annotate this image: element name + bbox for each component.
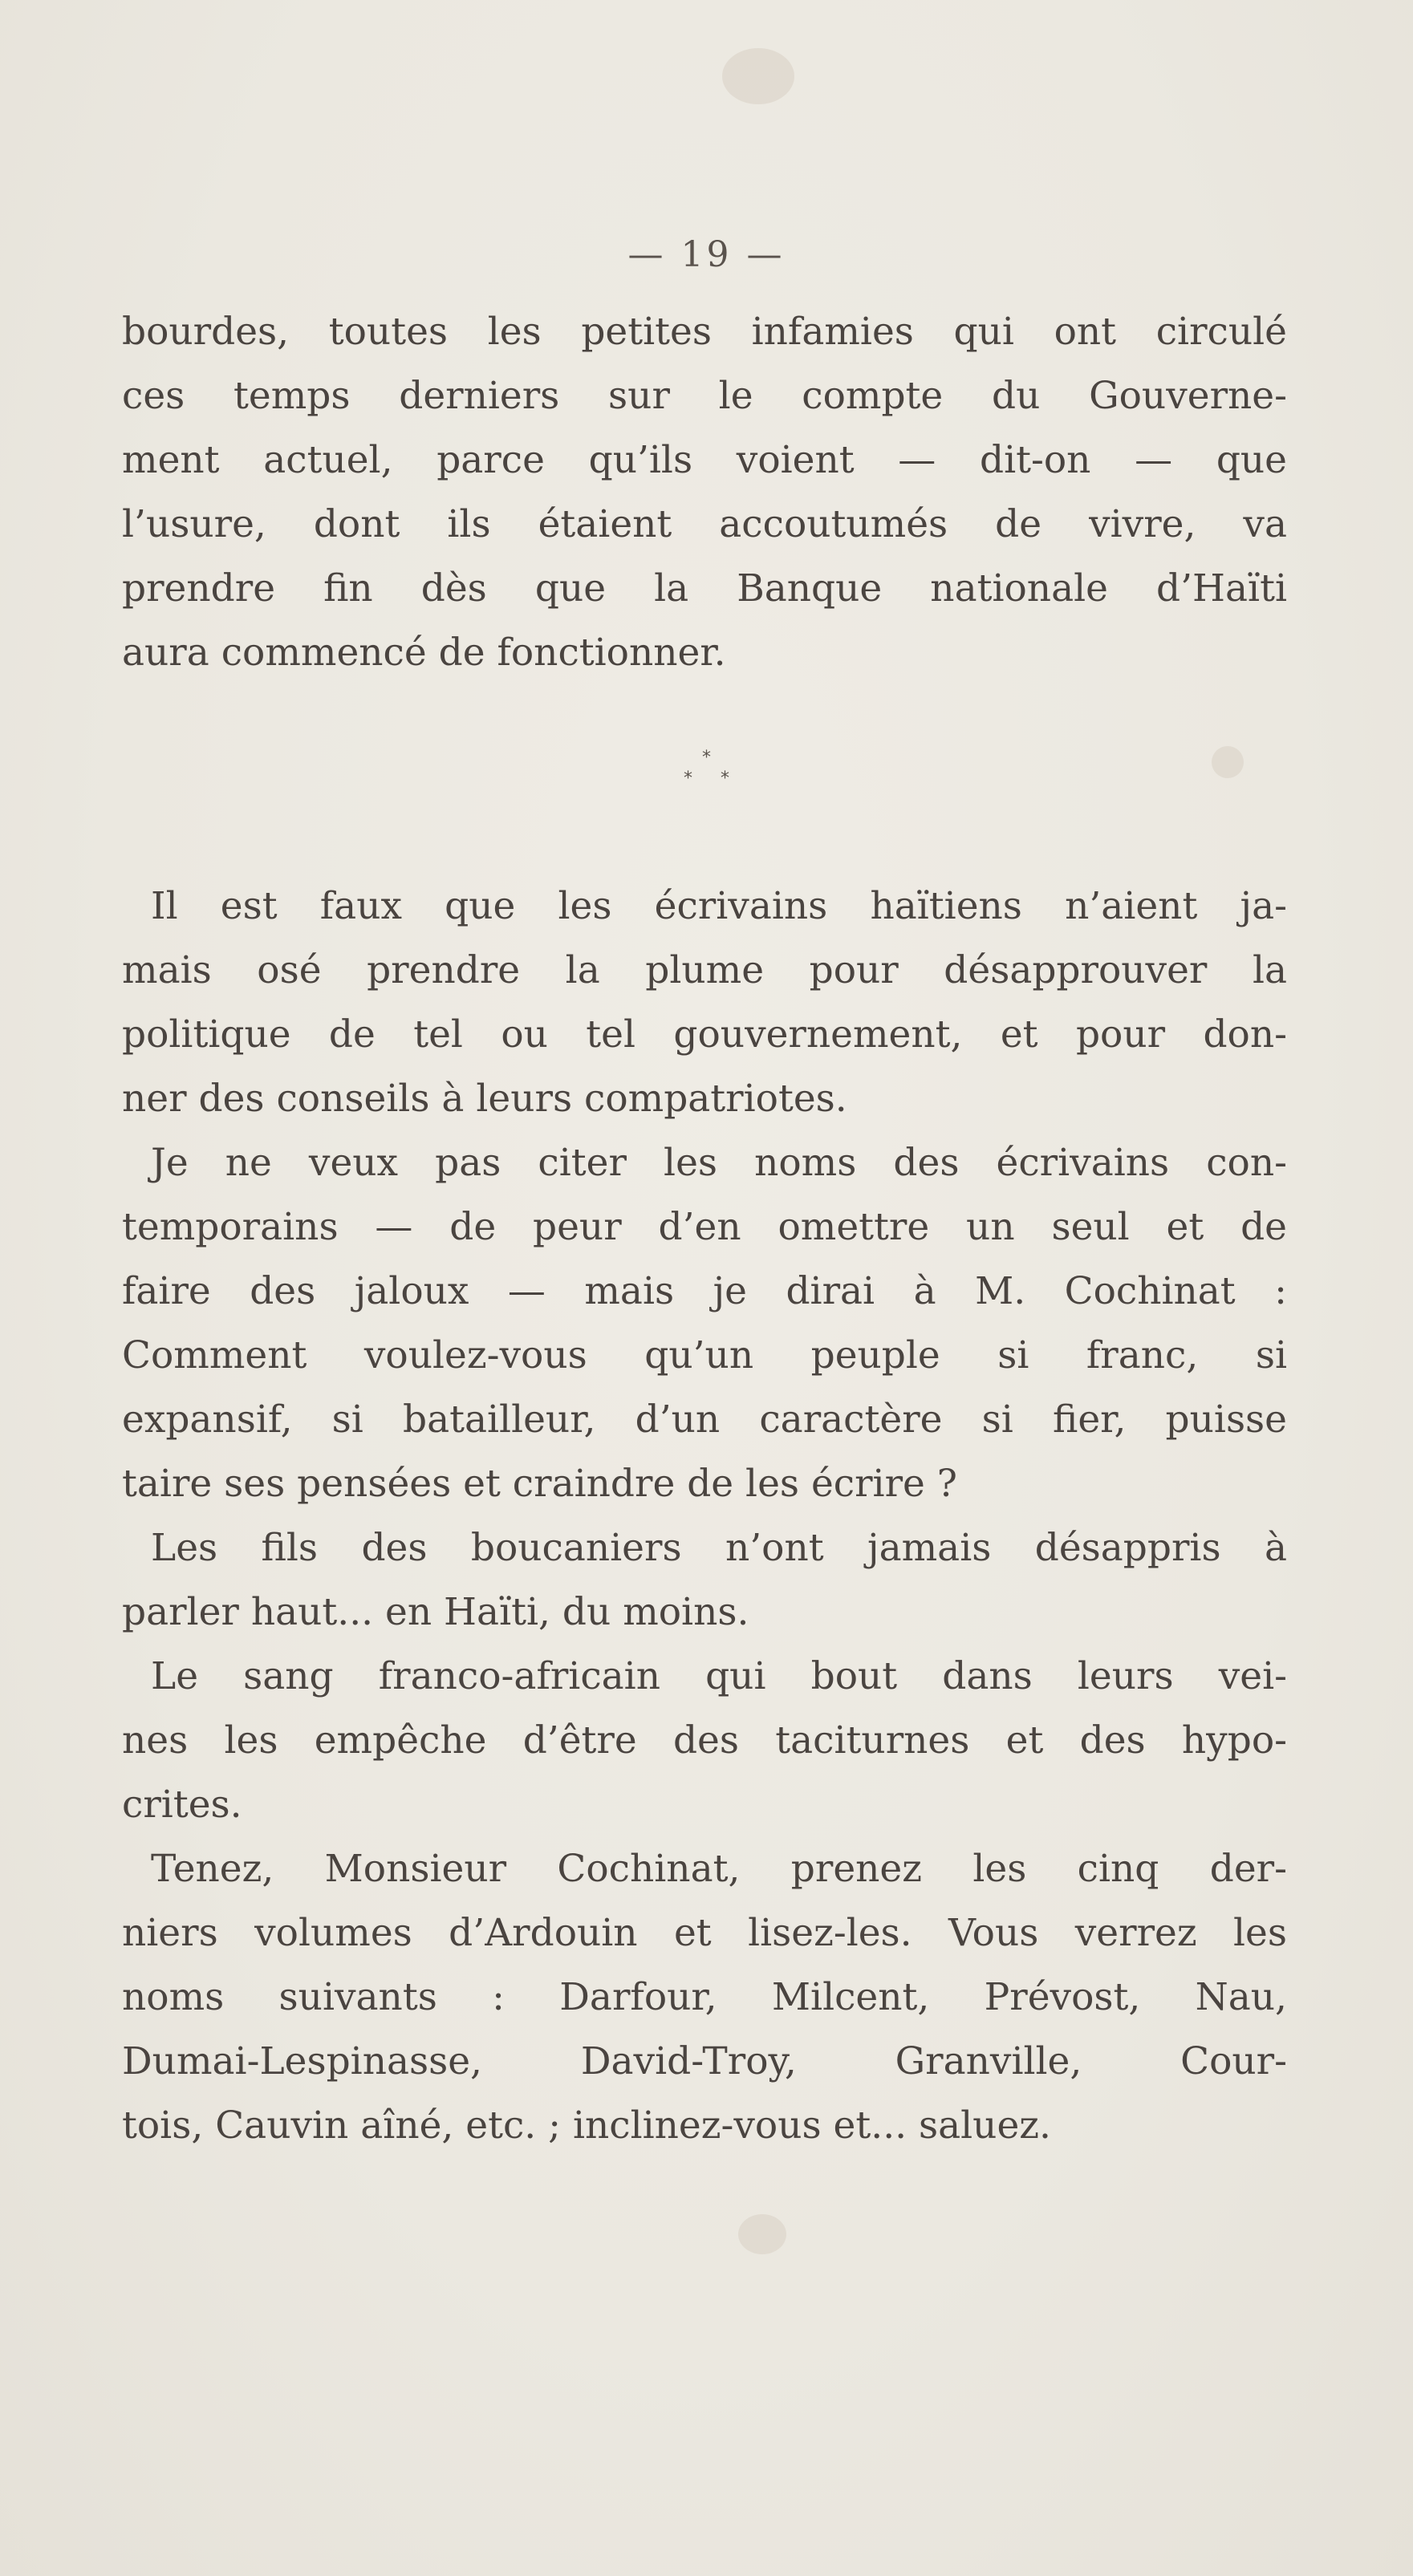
text-line: Tenez, Monsieur Cochinat, prenez les cinq der- <box>151 1847 1287 1891</box>
section-break-asterism <box>0 748 1413 789</box>
text-line: prendre fin dès que la Banque nationale d’Haïti <box>122 566 1287 611</box>
text-line: nes les empêche d’être des taciturnes et des hypo- <box>122 1718 1287 1763</box>
text-line: Comment voulez-vous qu’un peuple si franc, si <box>122 1333 1287 1377</box>
text-line: temporains — de peur d’en omettre un seul et de <box>122 1205 1287 1249</box>
text-line: aura commencé de fonctionner. <box>122 631 726 675</box>
paragraph <box>122 1645 1287 1837</box>
text-line: Les fils des boucaniers n’ont jamais désappris à <box>151 1526 1287 1570</box>
text-line: expansif, si batailleur, d’un caractère si fier, puisse <box>122 1398 1287 1442</box>
text-line: taire ses pensées et craindre de les écrire ? <box>122 1462 957 1506</box>
text-line: bourdes, toutes les petites infamies qui ont circulé <box>122 310 1287 354</box>
text-line: tois, Cauvin aîné, etc. ; inclinez-vous et... saluez. <box>122 2103 1051 2148</box>
text-line: Il est faux que les écrivains haïtiens n’aient ja- <box>151 884 1287 928</box>
paragraph <box>122 874 1287 1131</box>
text-line: ces temps derniers sur le compte du Gouverne- <box>122 374 1287 418</box>
text-line: Le sang franco-africain qui bout dans leurs vei- <box>151 1654 1287 1698</box>
paper-stain <box>738 2214 786 2254</box>
text-line: politique de tel ou tel gouvernement, et pour don- <box>122 1012 1287 1057</box>
asterism-bottom: * * <box>684 769 741 789</box>
text-line: noms suivants : Darfour, Milcent, Prévost, Nau, <box>122 1975 1287 2019</box>
text-line: Dumai-Lespinasse, David-Troy, Granville, Cour- <box>122 2039 1287 2083</box>
paper-stain <box>722 48 794 104</box>
text-line: Je ne veux pas citer les noms des écrivains con- <box>151 1141 1287 1185</box>
text-line: parler haut... en Haïti, du moins. <box>122 1590 749 1634</box>
paragraph <box>122 300 1287 685</box>
asterism-top: * <box>702 748 711 768</box>
text-line: niers volumes d’Ardouin et lisez-les. Vous verrez les <box>122 1911 1287 1955</box>
paragraph <box>122 1516 1287 1645</box>
text-line: ner des conseils à leurs compatriotes. <box>122 1077 847 1121</box>
text-line: crites. <box>122 1783 242 1827</box>
page-number: — 19 — <box>627 234 786 275</box>
text-line: l’usure, dont ils étaient accoutumés de vivre, va <box>122 502 1287 546</box>
text-line: ment actuel, parce qu’ils voient — dit-on — que <box>122 438 1287 482</box>
paragraph <box>122 1837 1287 2158</box>
paragraph <box>122 1131 1287 1516</box>
text-line: faire des jaloux — mais je dirai à M. Cochinat : <box>122 1269 1287 1313</box>
text-line: mais osé prendre la plume pour désapprouver la <box>122 948 1287 992</box>
